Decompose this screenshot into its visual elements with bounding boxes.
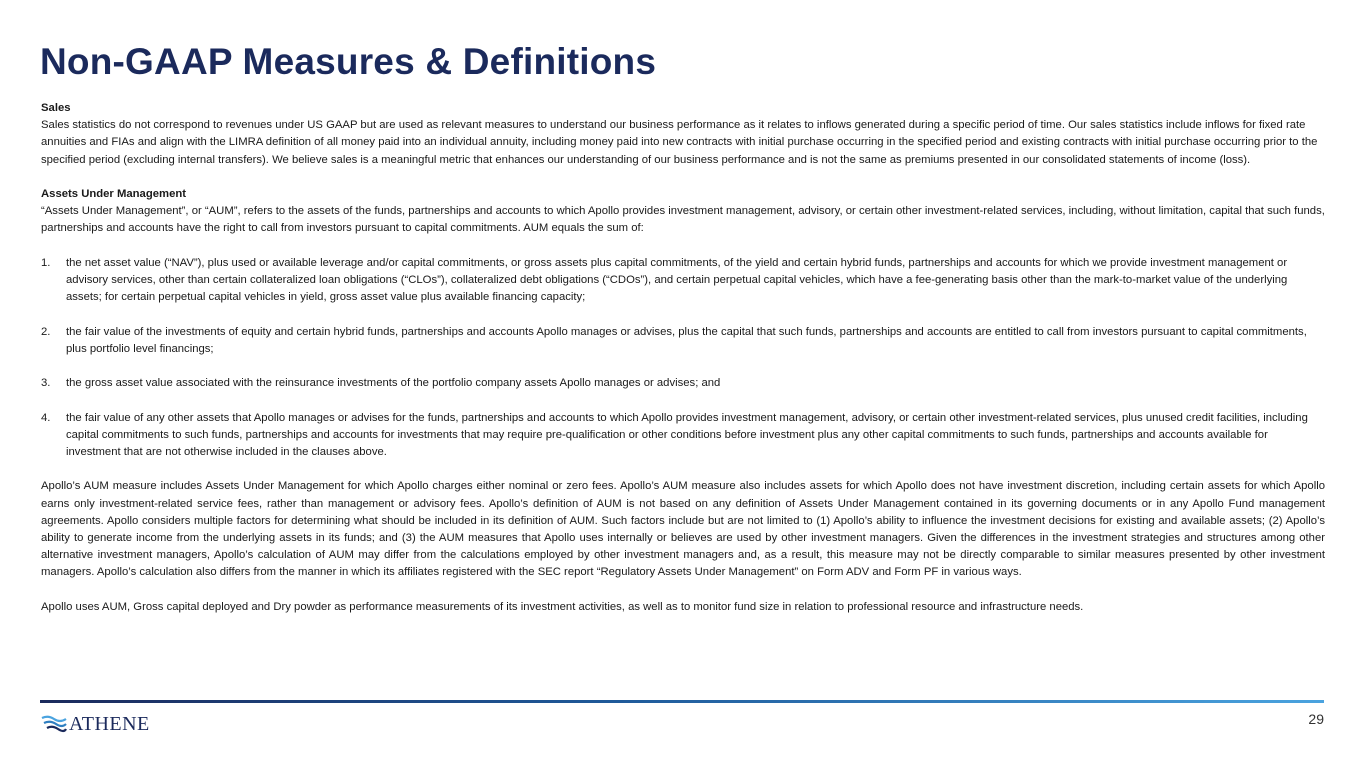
list-item	[41, 324, 1325, 358]
list-item-number: 4.	[41, 411, 51, 424]
list-item	[41, 410, 1325, 462]
list-item-number: 3.	[41, 377, 51, 390]
athene-logo	[41, 712, 150, 736]
sales-heading: Sales	[41, 102, 71, 114]
list-item-number: 2.	[41, 325, 51, 338]
list-item-text: the gross asset value associated with the reinsurance investments of the portfolio company assets Apollo manages or advises; and	[66, 377, 721, 390]
footer-divider	[40, 700, 1324, 703]
definitions-body	[41, 100, 1325, 616]
aum-usage-paragraph: Apollo uses AUM, Gross capital deployed and Dry powder as performance measurements of its investment activities, as well as to monitor fund size in relation to professional resource and infrastructure needs.	[41, 600, 1084, 613]
athene-wave-icon	[41, 715, 67, 733]
aum-intro-paragraph: “Assets Under Management”, or “AUM”, refers to the assets of the funds, partnerships and accounts to which Apollo provides investment management, advisory, or certain other investment-related services, including, without limitation, capital that such funds, partnerships and accounts have the right to call from investors pursuant to capital commitments. AUM equals the sum of:	[41, 205, 1325, 235]
aum-measure-paragraph: Apollo’s AUM measure includes Assets Under Management for which Apollo charges either nominal or zero fees. Apollo’s AUM measure also includes assets for which Apollo does not have investment discretion, including certain assets for which Apollo earns only investment-related service fees, rather than management or advisory fees. Apollo’s definition of AUM is not based on any definition of Assets Under Management contained in its governing documents or in any Apollo Fund management agreements. Apollo considers multiple factors for determining what should be included in its definition of AUM. Such factors include but are not limited to (1) Apollo’s ability to influence the investment decisions for existing and available assets; (2) Apollo’s ability to generate income from the underlying assets in its funds; and (3) the AUM measures that Apollo uses internally or believes are used by other investment managers. Given the differences in the investment strategies and structures among other alternative investment managers, Apollo’s calculation of AUM may differ from the calculations employed by other investment managers and, as a result, this measure may not be directly comparable to similar measures presented by other investment managers. Apollo’s calculation also differs from the manner in which its affiliates registered with the SEC report “Regulatory Assets Under Management” on Form ADV and Form PF in various ways.	[41, 480, 1325, 579]
aum-components-list	[41, 255, 1325, 461]
sales-paragraph: Sales statistics do not correspond to revenues under US GAAP but are used as relevant measures to understand our business performance as it relates to inflows generated during a specific period of time. Our sales statistics include inflows for fixed rate annuities and FIAs and align with the LIMRA definition of all money paid into an individual annuity, including money paid into new contracts with initial purchase occurring in the specified period and existing contracts with initial purchase occurring prior to the specified period (excluding internal transfers). We believe sales is a meaningful metric that enhances our understanding of our business performance and is not the same as premiums presented in our consolidated statements of income (loss).	[41, 119, 1318, 166]
list-item-number: 1.	[41, 256, 51, 269]
aum-heading: Assets Under Management	[41, 188, 187, 200]
list-item	[41, 255, 1325, 307]
page-number: 29	[1308, 711, 1324, 727]
list-item-text: the fair value of the investments of equity and certain hybrid funds, partnerships and accounts Apollo manages or advises, plus the capital that such funds, partnerships and accounts are entitled to call from investors pursuant to capital commitments, plus portfolio level financings;	[66, 325, 1307, 355]
list-item	[41, 375, 1325, 392]
list-item-text: the net asset value (“NAV”), plus used or available leverage and/or capital commitments, or gross assets plus capital commitments, of the yield and certain hybrid funds, partnerships and accounts for which we provide investment management or advisory services, other than certain collateralized loan obligations (“CLOs”), collateralized debt obligations (“CDOs”), and certain perpetual capital vehicles, which have a fee-generating basis other than the mark-to-market value of the underlying assets; for certain perpetual capital vehicles in yield, gross asset value plus available financing capacity;	[66, 256, 1288, 304]
list-item-text: the fair value of any other assets that Apollo manages or advises for the funds, partnerships and accounts to which Apollo provides investment management, advisory, or certain other investment-related services, plus unused credit facilities, including capital commitments to such funds, partnerships and accounts for investments that may require pre-qualification or other conditions before investment plus any other capital commitments to such funds, partnerships and accounts available for investment that are not otherwise included in the clauses above.	[66, 411, 1308, 458]
logo-wordmark: ATHENE	[69, 713, 150, 735]
page-title: Non-GAAP Measures & Definitions	[40, 41, 657, 82]
